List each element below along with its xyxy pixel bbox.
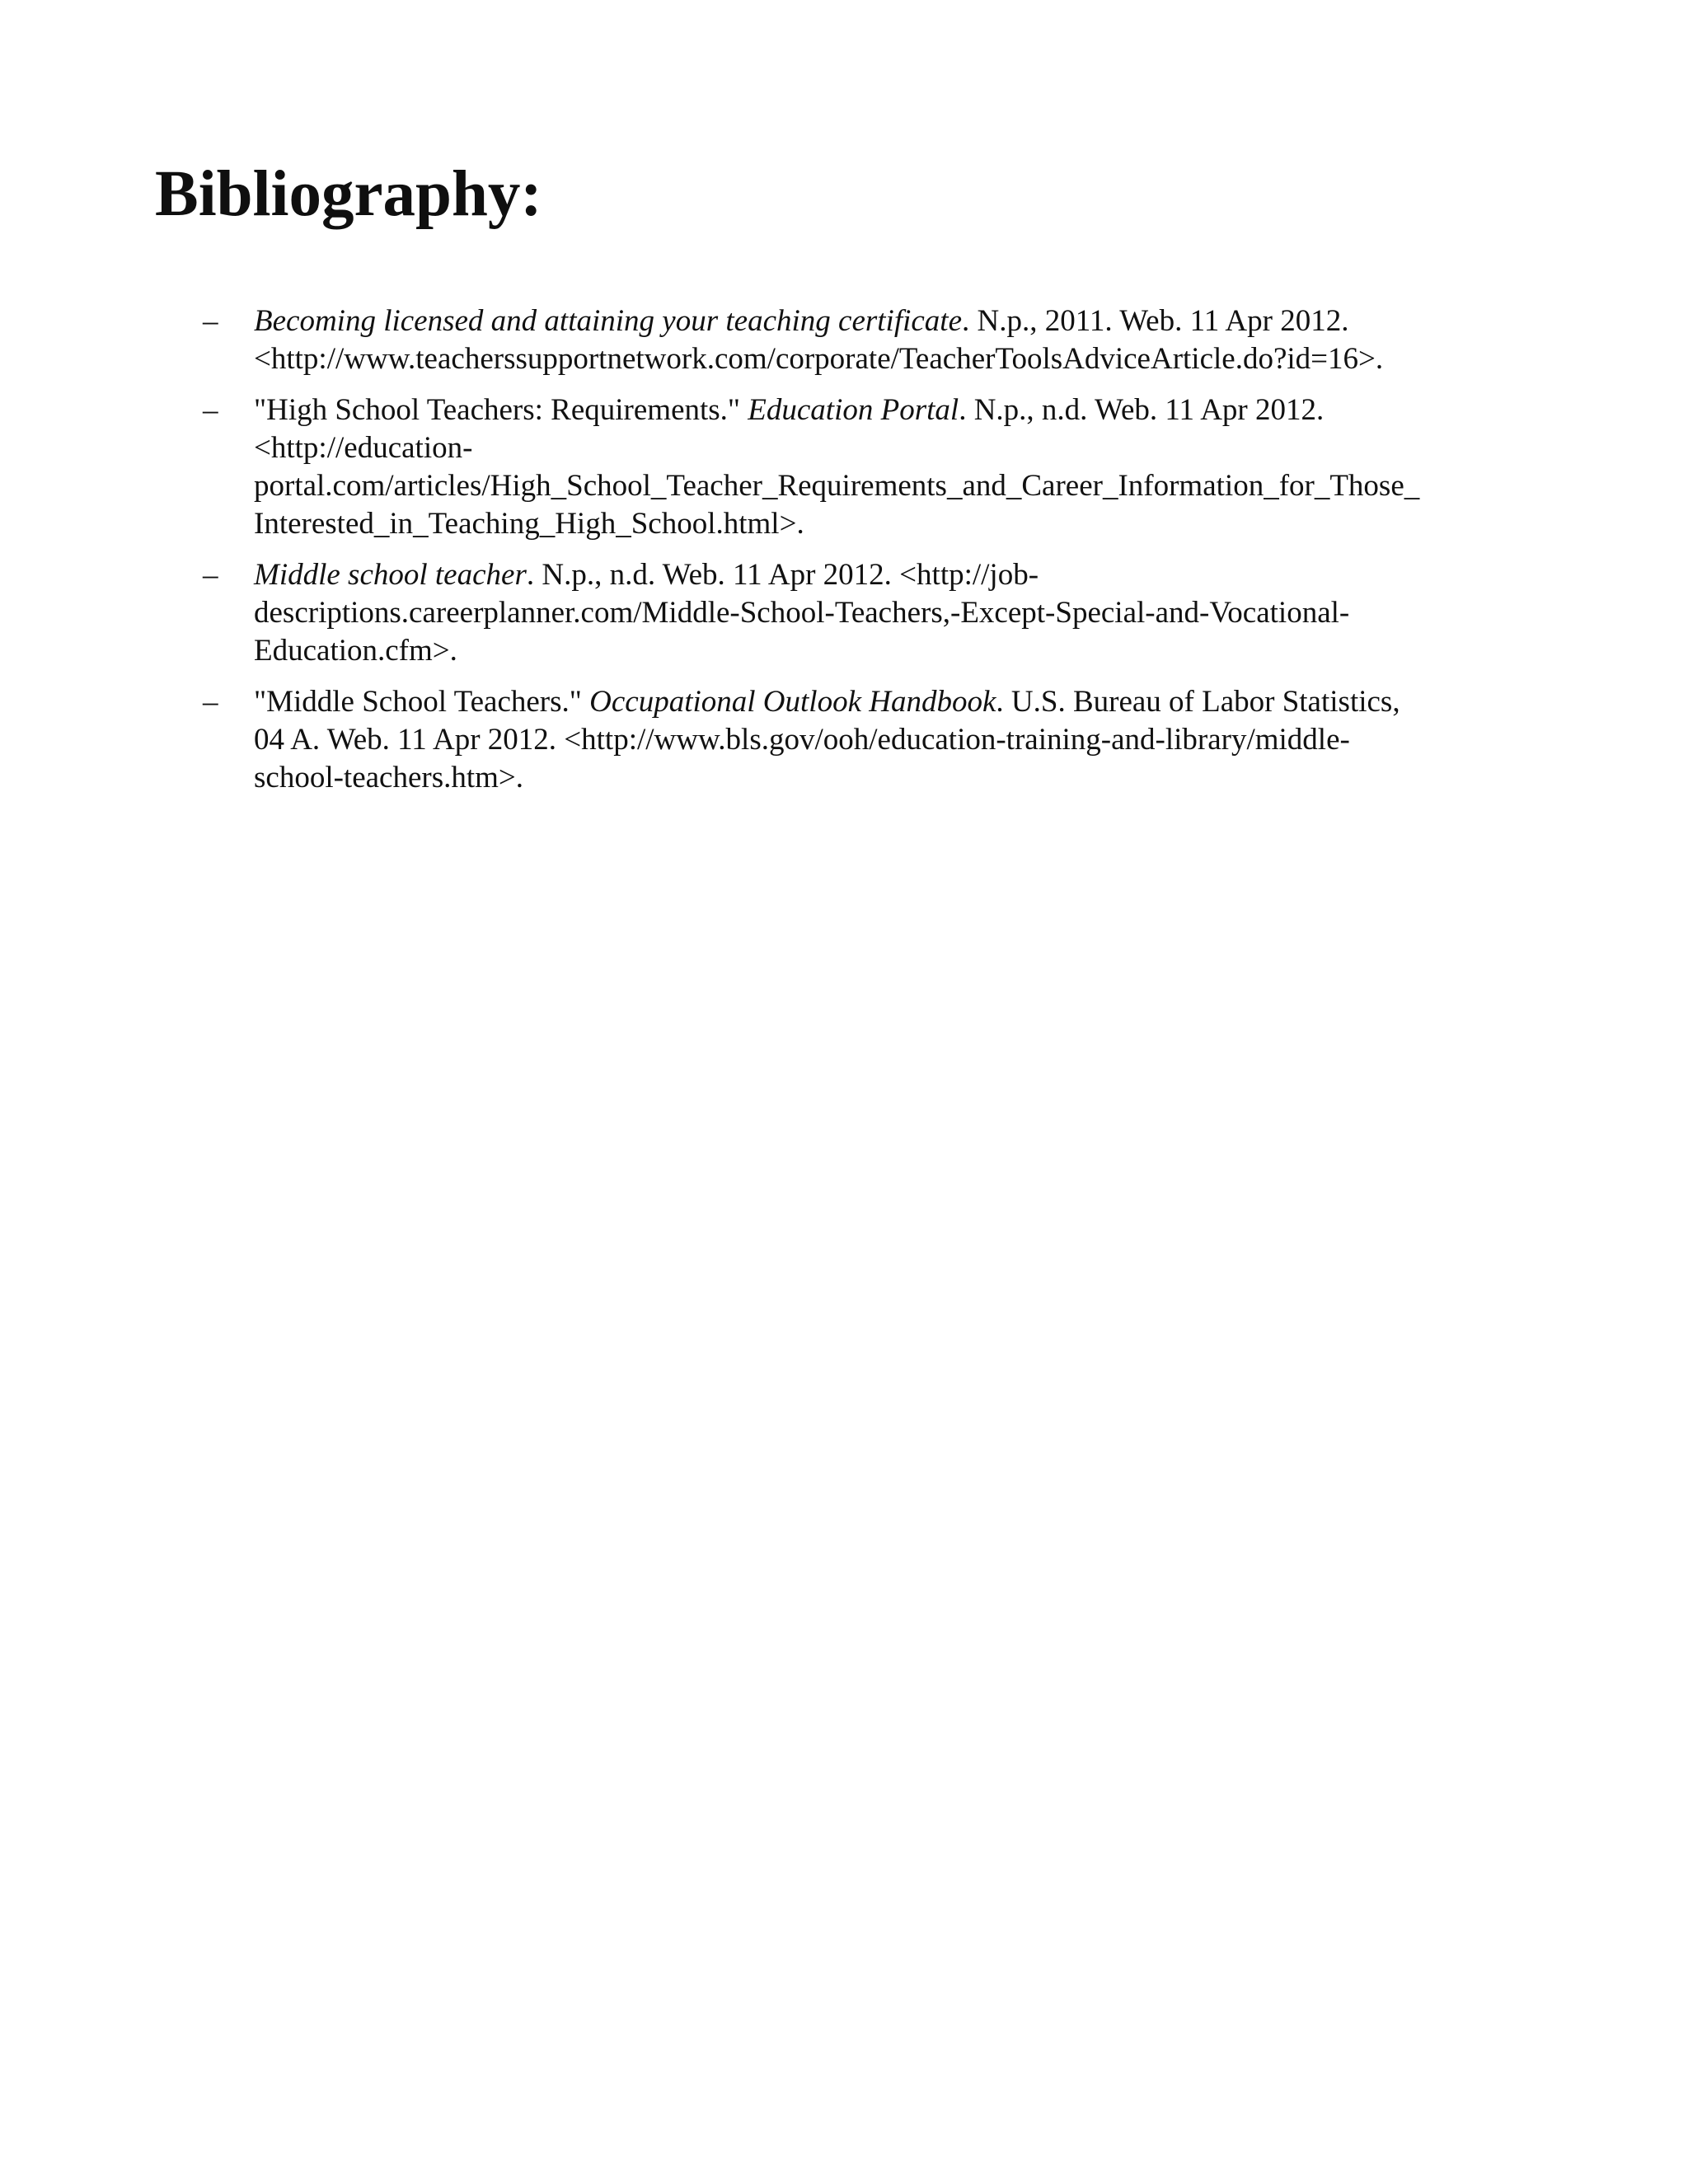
dash-bullet: – — [203, 393, 218, 427]
bibliography-entry-3 — [203, 556, 1522, 670]
entry-line — [254, 302, 1522, 340]
entry-details: . N.p., n.d. Web. 11 Apr 2012. <http://job- — [526, 558, 1039, 592]
entry-url: descriptions.careerplanner.com/Middle-School-Teachers,-Except-Special-and-Vocational- — [254, 596, 1350, 630]
entry-title: Middle school teacher — [254, 558, 527, 592]
dash-bullet: – — [203, 558, 218, 592]
entry-details: . N.p., 2011. Web. 11 Apr 2012. — [962, 304, 1349, 338]
entry-line — [254, 391, 1522, 429]
entry-line — [254, 683, 1522, 721]
entry-quoted-title: "Middle School Teachers." — [254, 685, 590, 719]
entry-url: Education.cfm>. — [254, 634, 457, 668]
dash-bullet: – — [203, 685, 218, 719]
entry-quoted-title: "High School Teachers: Requirements." — [254, 393, 748, 427]
entry-title: Occupational Outlook Handbook — [589, 685, 996, 719]
entry-url: <http://www.teacherssupportnetwork.com/corporate/TeacherToolsAdviceArticle.do?id=16>. — [254, 342, 1384, 376]
bibliography-entry-4 — [203, 683, 1522, 797]
bibliography-entry-2 — [203, 391, 1522, 543]
entry-line — [254, 556, 1522, 594]
entry-title: Education Portal — [748, 393, 959, 427]
dash-bullet: – — [203, 304, 218, 338]
entry-title: Becoming licensed and attaining your teaching certificate — [254, 304, 963, 338]
entry-url: portal.com/articles/High_School_Teacher_Requirements_and_Career_Information_for_Those_ — [254, 469, 1420, 503]
entry-url: Interested_in_Teaching_High_School.html>. — [254, 507, 804, 541]
entry-details: . U.S. Bureau of Labor Statistics, — [996, 685, 1400, 719]
page-title: Bibliography: — [155, 158, 542, 230]
bibliography-list — [203, 302, 1522, 810]
bibliography-entry-1 — [203, 302, 1522, 378]
entry-line: school-teachers.htm>. — [254, 761, 524, 794]
entry-details: . N.p., n.d. Web. 11 Apr 2012. — [959, 393, 1325, 427]
entry-url: <http://education- — [254, 431, 473, 465]
entry-line: 04 A. Web. 11 Apr 2012. <http://www.bls.gov/ooh/education-training-and-library/middle- — [254, 723, 1350, 757]
